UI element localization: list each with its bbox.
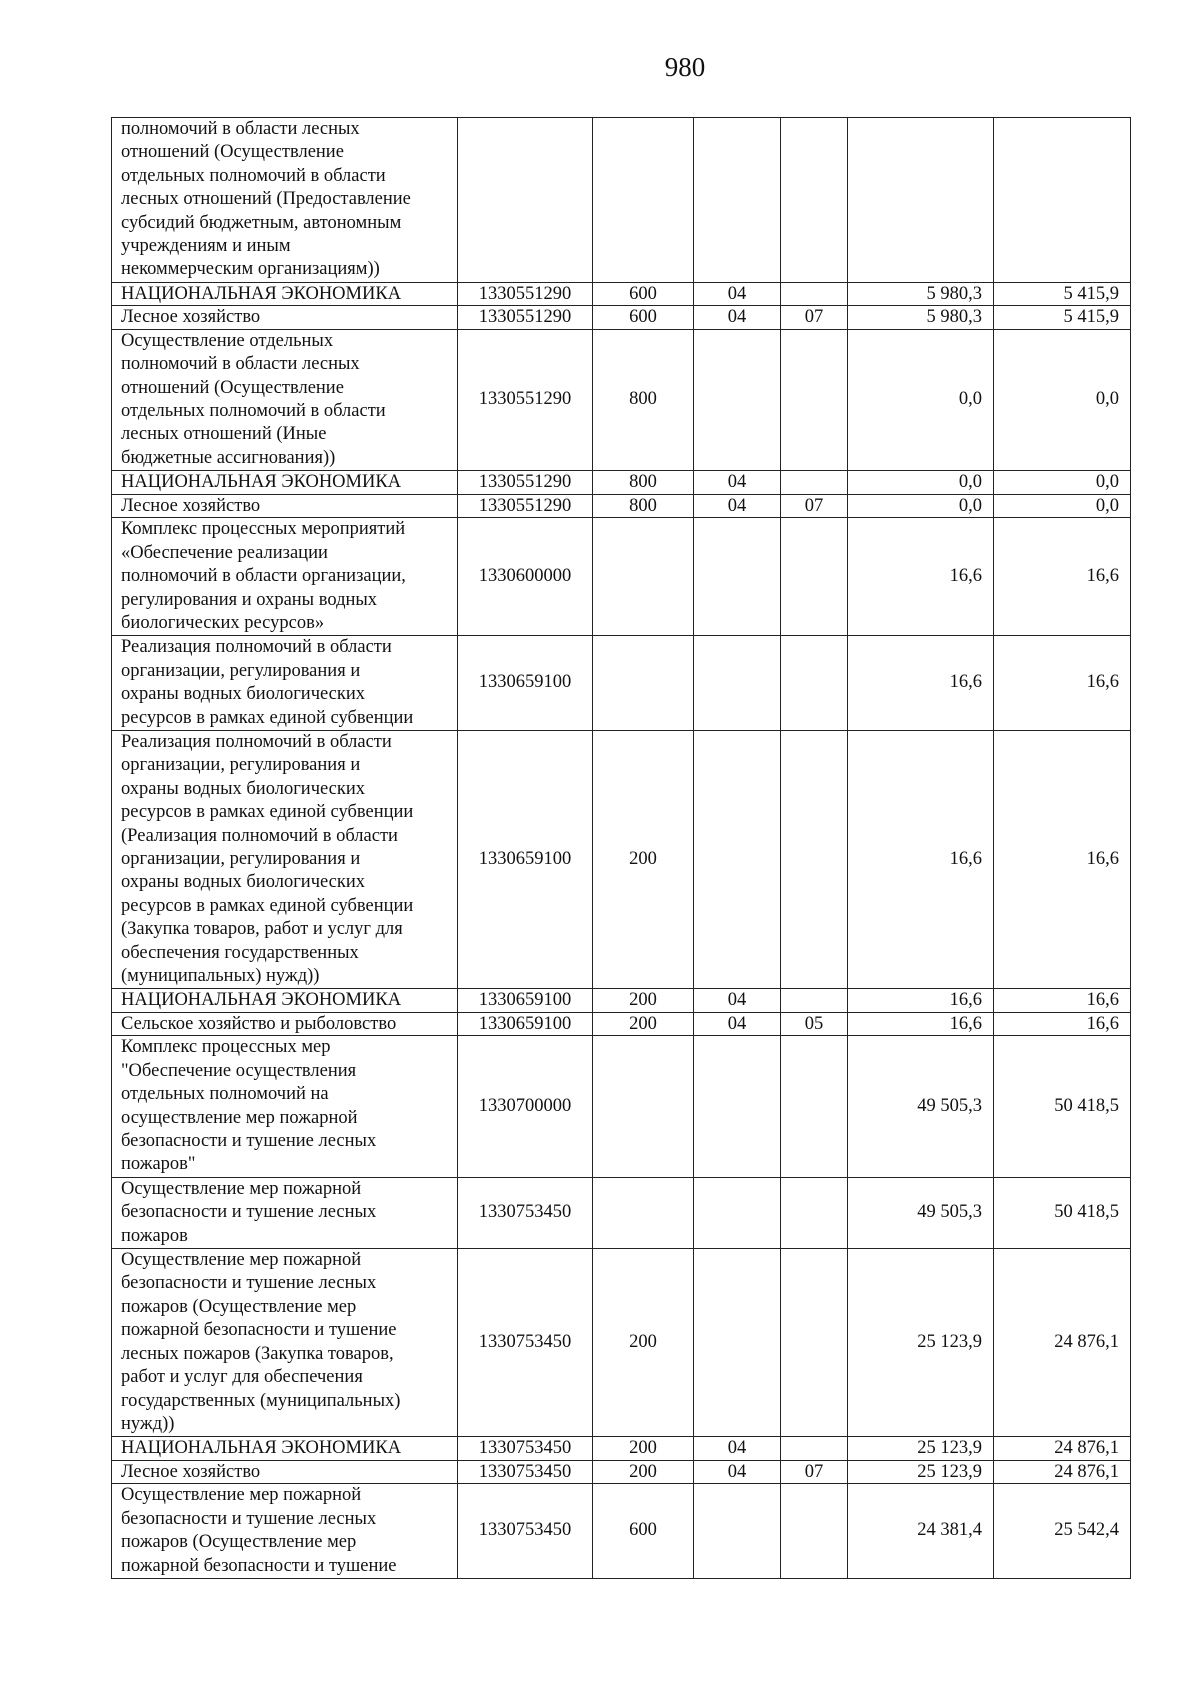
table-row <box>112 1012 1131 1036</box>
row-name-cell <box>112 329 458 470</box>
expense-type-cell <box>593 282 694 306</box>
target-code-text: 1330551290 <box>478 307 572 328</box>
row-name-cell <box>112 730 458 988</box>
section-cell <box>694 494 781 518</box>
section-cell <box>694 989 781 1013</box>
table-row <box>112 118 1131 283</box>
target-code-text: 1330600000 <box>478 566 572 587</box>
target-code-cell <box>458 730 593 988</box>
row-name-text: НАЦИОНАЛЬНАЯ ЭКОНОМИКА <box>121 472 402 493</box>
amount-year-2-text: 24 876,1 <box>1054 1331 1119 1352</box>
expense-type-text: 200 <box>629 990 657 1011</box>
amount-year-2-text: 50 418,5 <box>1054 1095 1119 1116</box>
subsection-cell <box>781 118 848 283</box>
expense-type-text: 800 <box>629 472 657 493</box>
amount-year-1-cell <box>848 636 994 731</box>
page-number: 980 <box>664 52 706 82</box>
subsection-text: 05 <box>804 1013 824 1034</box>
subsection-cell <box>781 1460 848 1484</box>
expense-type-text: 600 <box>629 283 657 304</box>
amount-year-1-text: 25 123,9 <box>917 1461 982 1482</box>
expense-type-cell <box>593 1012 694 1036</box>
row-name-text: НАЦИОНАЛЬНАЯ ЭКОНОМИКА <box>121 1438 402 1459</box>
row-name-text: Осуществление отдельных полномочий в области лесных отношений (Осуществление отдельных полномочий в области лесных отношений (Иные бюджетные ассигнования)) <box>121 330 386 468</box>
table-row <box>112 730 1131 988</box>
row-name-cell <box>112 306 458 330</box>
expense-type-text: 200 <box>629 848 657 869</box>
row-name-text: Лесное хозяйство <box>121 1461 261 1482</box>
amount-year-2-text: 16,6 <box>1086 672 1119 693</box>
amount-year-2-text: 16,6 <box>1086 990 1119 1011</box>
amount-year-1-text: 16,6 <box>949 566 982 587</box>
amount-year-2-text: 25 542,4 <box>1054 1520 1119 1541</box>
section-cell <box>694 518 781 636</box>
row-name-cell <box>112 1012 458 1036</box>
target-code-cell <box>458 1460 593 1484</box>
table-row <box>112 1484 1131 1579</box>
target-code-text: 1330659100 <box>478 1013 572 1034</box>
subsection-cell <box>781 1437 848 1461</box>
expense-type-text: 600 <box>629 307 657 328</box>
expense-type-cell <box>593 518 694 636</box>
table-row <box>112 1036 1131 1177</box>
section-text: 04 <box>727 1438 747 1459</box>
target-code-text: 1330551290 <box>478 283 572 304</box>
amount-year-2-cell <box>994 494 1131 518</box>
subsection-cell <box>781 730 848 988</box>
target-code-cell <box>458 1249 593 1437</box>
section-text: 04 <box>727 1461 747 1482</box>
amount-year-2-cell <box>994 518 1131 636</box>
amount-year-2-text: 16,6 <box>1086 566 1119 587</box>
amount-year-2-text: 5 415,9 <box>1063 307 1119 328</box>
expense-type-cell <box>593 1177 694 1248</box>
amount-year-1-cell <box>848 282 994 306</box>
subsection-cell <box>781 1036 848 1177</box>
amount-year-1-cell <box>848 118 994 283</box>
row-name-text: Лесное хозяйство <box>121 495 261 516</box>
expense-type-cell <box>593 471 694 495</box>
amount-year-2-text: 50 418,5 <box>1054 1202 1119 1223</box>
amount-year-1-cell <box>848 1036 994 1177</box>
expense-type-cell <box>593 636 694 731</box>
amount-year-1-text: 0,0 <box>958 472 982 493</box>
amount-year-2-text: 0,0 <box>1095 495 1119 516</box>
expense-type-cell <box>593 118 694 283</box>
row-name-text: Комплекс процессных мер "Обеспечение осуществления отдельных полномочий на осуществление мер пожарной безопасности и тушение лесных пожаров" <box>121 1037 377 1175</box>
amount-year-2-cell <box>994 730 1131 988</box>
target-code-cell <box>458 518 593 636</box>
amount-year-2-text: 0,0 <box>1095 389 1119 410</box>
target-code-cell <box>458 494 593 518</box>
expense-type-cell <box>593 306 694 330</box>
row-name-text: Комплекс процессных мероприятий «Обеспечение реализации полномочий в области организации, регулирования и охраны водных биологических ресурсов» <box>121 519 406 633</box>
target-code-text: 1330551290 <box>478 472 572 493</box>
target-code-text: 1330659100 <box>478 848 572 869</box>
amount-year-2-cell <box>994 1460 1131 1484</box>
amount-year-2-cell <box>994 636 1131 731</box>
amount-year-2-cell <box>994 1437 1131 1461</box>
amount-year-2-text: 5 415,9 <box>1063 283 1119 304</box>
expense-type-cell <box>593 1437 694 1461</box>
row-name-cell <box>112 1177 458 1248</box>
amount-year-1-text: 0,0 <box>958 495 982 516</box>
section-cell <box>694 306 781 330</box>
amount-year-2-cell <box>994 118 1131 283</box>
table-row <box>112 518 1131 636</box>
row-name-cell <box>112 1460 458 1484</box>
budget-table-body <box>112 118 1131 1579</box>
target-code-text: 1330659100 <box>478 672 572 693</box>
section-cell <box>694 636 781 731</box>
expense-type-text: 800 <box>629 389 657 410</box>
table-row <box>112 1460 1131 1484</box>
amount-year-1-text: 16,6 <box>949 848 982 869</box>
table-row <box>112 494 1131 518</box>
target-code-text: 1330753450 <box>478 1461 572 1482</box>
section-cell <box>694 1177 781 1248</box>
target-code-cell <box>458 1177 593 1248</box>
expense-type-cell <box>593 1249 694 1437</box>
target-code-text: 1330551290 <box>478 389 572 410</box>
subsection-cell <box>781 494 848 518</box>
subsection-text: 07 <box>804 307 824 328</box>
amount-year-1-text: 49 505,3 <box>917 1095 982 1116</box>
amount-year-1-cell <box>848 494 994 518</box>
section-cell <box>694 1249 781 1437</box>
amount-year-2-text: 0,0 <box>1095 472 1119 493</box>
table-row <box>112 1249 1131 1437</box>
amount-year-1-cell <box>848 306 994 330</box>
section-cell <box>694 282 781 306</box>
row-name-cell <box>112 118 458 283</box>
section-cell <box>694 329 781 470</box>
expense-type-text: 800 <box>629 495 657 516</box>
amount-year-2-text: 16,6 <box>1086 1013 1119 1034</box>
section-cell <box>694 471 781 495</box>
target-code-cell <box>458 282 593 306</box>
amount-year-2-cell <box>994 1036 1131 1177</box>
target-code-cell <box>458 329 593 470</box>
row-name-cell <box>112 282 458 306</box>
row-name-text: Реализация полномочий в области организации, регулирования и охраны водных биологических ресурсов в рамках единой субвенции (Реализация полномочий в области организации, регулирования и охраны водных биологических ресурсов в рамках единой субвенции (Закупка товаров, работ и услуг для обеспечения государственных (муниципальных) нужд)) <box>121 731 414 986</box>
amount-year-1-text: 5 980,3 <box>926 283 982 304</box>
section-cell <box>694 1484 781 1579</box>
amount-year-1-cell <box>848 989 994 1013</box>
amount-year-2-cell <box>994 989 1131 1013</box>
row-name-text: Реализация полномочий в области организации, регулирования и охраны водных биологических ресурсов в рамках единой субвенции <box>121 637 414 728</box>
section-text: 04 <box>727 990 747 1011</box>
subsection-cell <box>781 1249 848 1437</box>
table-row <box>112 1177 1131 1248</box>
amount-year-2-text: 24 876,1 <box>1054 1438 1119 1459</box>
subsection-cell <box>781 1012 848 1036</box>
subsection-cell <box>781 1177 848 1248</box>
target-code-cell <box>458 1484 593 1579</box>
amount-year-2-cell <box>994 1177 1131 1248</box>
amount-year-2-cell <box>994 1249 1131 1437</box>
row-name-text: Осуществление мер пожарной безопасности и тушение лесных пожаров (Осуществление мер пожарной безопасности и тушение лесных пожаров (Закупка товаров, работ и услуг для обеспечения государственных (муниципальных) нужд)) <box>121 1250 401 1434</box>
section-text: 04 <box>727 307 747 328</box>
section-cell <box>694 730 781 988</box>
target-code-cell <box>458 1012 593 1036</box>
subsection-cell <box>781 518 848 636</box>
expense-type-cell <box>593 1460 694 1484</box>
table-row <box>112 636 1131 731</box>
amount-year-1-text: 16,6 <box>949 990 982 1011</box>
row-name-text: НАЦИОНАЛЬНАЯ ЭКОНОМИКА <box>121 990 402 1011</box>
expense-type-cell <box>593 1036 694 1177</box>
amount-year-1-cell <box>848 1249 994 1437</box>
expense-type-cell <box>593 989 694 1013</box>
row-name-cell <box>112 1484 458 1579</box>
expense-type-cell <box>593 730 694 988</box>
table-row <box>112 989 1131 1013</box>
amount-year-1-cell <box>848 1177 994 1248</box>
subsection-cell <box>781 282 848 306</box>
amount-year-2-text: 24 876,1 <box>1054 1461 1119 1482</box>
row-name-text: Лесное хозяйство <box>121 307 261 328</box>
table-row <box>112 282 1131 306</box>
subsection-text: 07 <box>804 1461 824 1482</box>
amount-year-1-cell <box>848 730 994 988</box>
target-code-text: 1330700000 <box>478 1095 572 1116</box>
table-row <box>112 1437 1131 1461</box>
amount-year-2-text: 16,6 <box>1086 848 1119 869</box>
amount-year-1-text: 24 381,4 <box>917 1520 982 1541</box>
amount-year-1-cell <box>848 518 994 636</box>
section-text: 04 <box>727 1013 747 1034</box>
row-name-cell <box>112 494 458 518</box>
amount-year-1-text: 25 123,9 <box>917 1438 982 1459</box>
target-code-cell <box>458 118 593 283</box>
expense-type-text: 600 <box>629 1520 657 1541</box>
row-name-cell <box>112 636 458 731</box>
subsection-cell <box>781 329 848 470</box>
row-name-cell <box>112 471 458 495</box>
expense-type-text: 200 <box>629 1013 657 1034</box>
subsection-cell <box>781 636 848 731</box>
amount-year-2-cell <box>994 1012 1131 1036</box>
expense-type-text: 200 <box>629 1331 657 1352</box>
amount-year-2-cell <box>994 306 1131 330</box>
budget-table <box>111 117 1131 1579</box>
amount-year-1-text: 5 980,3 <box>926 307 982 328</box>
target-code-cell <box>458 1437 593 1461</box>
amount-year-1-cell <box>848 1012 994 1036</box>
target-code-text: 1330551290 <box>478 495 572 516</box>
amount-year-2-cell <box>994 471 1131 495</box>
subsection-cell <box>781 1484 848 1579</box>
target-code-text: 1330753450 <box>478 1331 572 1352</box>
row-name-text: Сельское хозяйство и рыболовство <box>121 1013 397 1034</box>
expense-type-cell <box>593 1484 694 1579</box>
table-row <box>112 471 1131 495</box>
subsection-cell <box>781 471 848 495</box>
target-code-cell <box>458 1036 593 1177</box>
expense-type-cell <box>593 329 694 470</box>
expense-type-text: 200 <box>629 1461 657 1482</box>
amount-year-1-text: 0,0 <box>958 389 982 410</box>
amount-year-1-cell <box>848 1437 994 1461</box>
subsection-text: 07 <box>804 495 824 516</box>
section-cell <box>694 1012 781 1036</box>
amount-year-1-cell <box>848 471 994 495</box>
row-name-text: полномочий в области лесных отношений (Осуществление отдельных полномочий в области лесных отношений (Предоставление субсидий бюджетным, автономным учреждениям и иным некоммерческим организациям)) <box>121 119 411 280</box>
target-code-cell <box>458 471 593 495</box>
target-code-text: 1330753450 <box>478 1202 572 1223</box>
target-code-cell <box>458 636 593 731</box>
row-name-text: НАЦИОНАЛЬНАЯ ЭКОНОМИКА <box>121 283 402 304</box>
amount-year-1-cell <box>848 1484 994 1579</box>
amount-year-1-cell <box>848 1460 994 1484</box>
amount-year-2-cell <box>994 1484 1131 1579</box>
row-name-cell <box>112 518 458 636</box>
expense-type-cell <box>593 494 694 518</box>
section-text: 04 <box>727 495 747 516</box>
amount-year-2-cell <box>994 329 1131 470</box>
section-text: 04 <box>727 283 747 304</box>
target-code-cell <box>458 306 593 330</box>
amount-year-1-text: 49 505,3 <box>917 1202 982 1223</box>
amount-year-1-text: 16,6 <box>949 1013 982 1034</box>
amount-year-1-cell <box>848 329 994 470</box>
row-name-cell <box>112 1249 458 1437</box>
section-cell <box>694 1036 781 1177</box>
target-code-text: 1330753450 <box>478 1438 572 1459</box>
section-cell <box>694 1460 781 1484</box>
table-row <box>112 329 1131 470</box>
target-code-text: 1330753450 <box>478 1520 572 1541</box>
row-name-text: Осуществление мер пожарной безопасности и тушение лесных пожаров <box>121 1178 377 1246</box>
subsection-cell <box>781 306 848 330</box>
target-code-text: 1330659100 <box>478 990 572 1011</box>
target-code-cell <box>458 989 593 1013</box>
amount-year-1-text: 25 123,9 <box>917 1331 982 1352</box>
section-cell <box>694 1437 781 1461</box>
row-name-cell <box>112 1036 458 1177</box>
section-cell <box>694 118 781 283</box>
subsection-cell <box>781 989 848 1013</box>
row-name-text: Осуществление мер пожарной безопасности и тушение лесных пожаров (Осуществление мер пожарной безопасности и тушение <box>121 1485 397 1576</box>
expense-type-text: 200 <box>629 1438 657 1459</box>
row-name-cell <box>112 1437 458 1461</box>
amount-year-1-text: 16,6 <box>949 672 982 693</box>
row-name-cell <box>112 989 458 1013</box>
amount-year-2-cell <box>994 282 1131 306</box>
section-text: 04 <box>727 472 747 493</box>
table-row <box>112 306 1131 330</box>
